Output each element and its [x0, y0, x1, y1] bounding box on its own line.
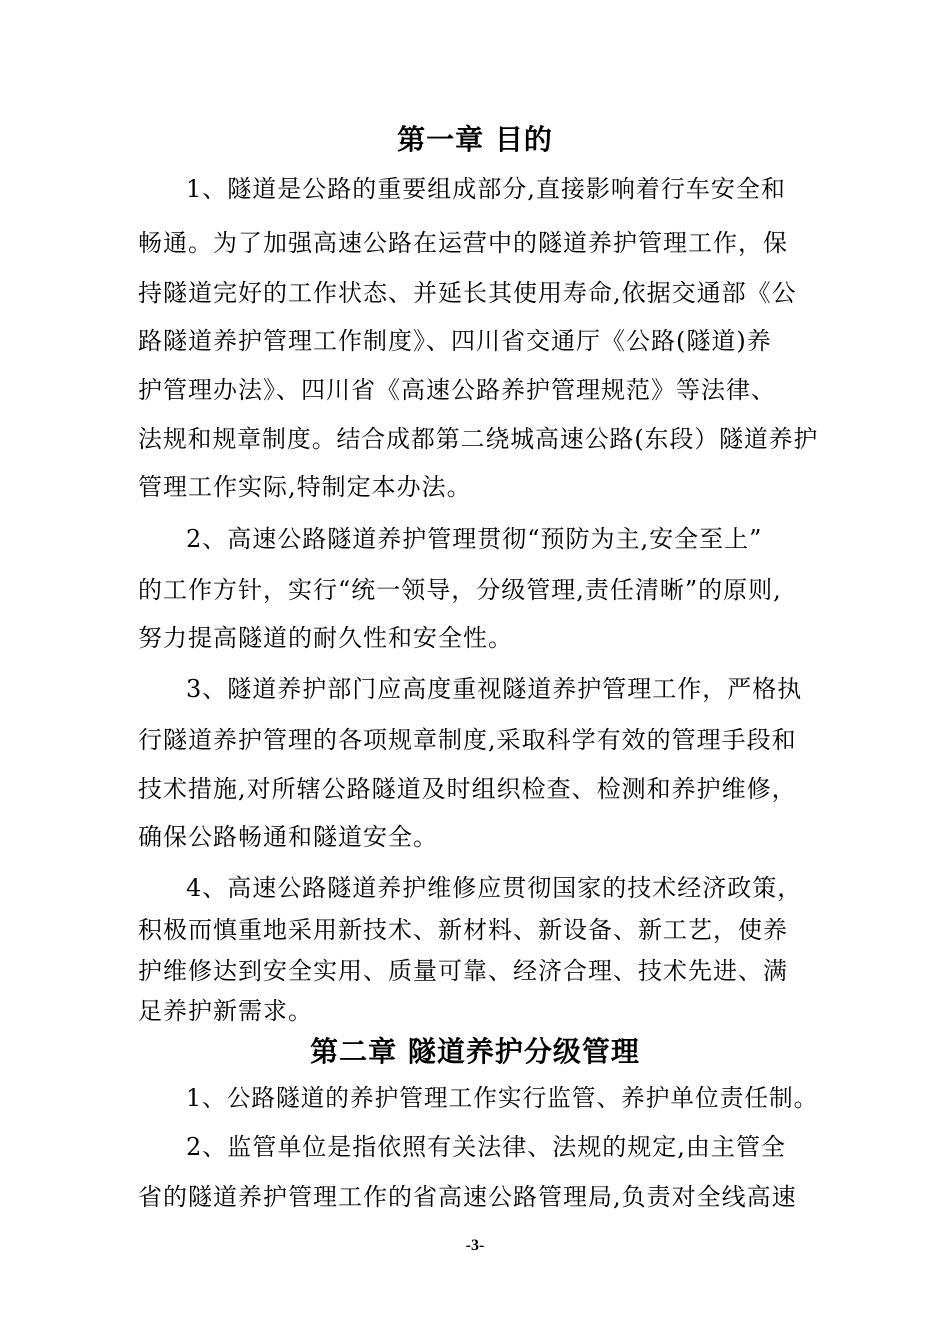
paragraph-line: 足养护新需求。 — [138, 997, 313, 1025]
paragraph-line: 1、隧道是公路的重要组成部分,直接影响着行车安全和 — [186, 175, 786, 203]
paragraph-line: 确保公路畅通和隧道安全。 — [138, 823, 438, 851]
chapter-1-title: 第一章 目的 — [397, 123, 553, 156]
page-number: -3- — [465, 1237, 485, 1254]
paragraph-line: 技术措施,对所辖公路隧道及时组织检查、检测和养护维修， — [138, 775, 797, 803]
paragraph-line: 1、公路隧道的养护管理工作实行监管、养护单位责任制。 — [186, 1084, 819, 1112]
paragraph-line: 省的隧道养护管理工作的省高速公路管理局,负责对全线高速 — [138, 1183, 797, 1211]
paragraph-line: 行隧道养护管理的各项规章制度,采取科学有效的管理手段和 — [138, 726, 797, 754]
paragraph-line: 的工作方针，实行“统一领导，分级管理,责任清晰”的原则, — [138, 576, 782, 604]
paragraph-line: 努力提高隧道的耐久性和安全性。 — [138, 624, 513, 652]
paragraph-line: 法规和规章制度。结合成都第二绕城高速公路(东段）隧道养护 — [138, 425, 819, 453]
paragraph-line: 护维修达到安全实用、质量可靠、经济合理、技术先进、满 — [138, 957, 788, 985]
paragraph-line: 管理工作实际,特制定本办法。 — [138, 473, 472, 501]
paragraph-line: 路隧道养护管理工作制度》、四川省交通厅《公路(隧道)养 — [138, 327, 772, 355]
paragraph-line: 2、监管单位是指依照有关法律、法规的规定,由主管全 — [186, 1133, 786, 1161]
paragraph-line: 3、隧道养护部门应高度重视隧道养护管理工作，严格执 — [186, 675, 803, 703]
paragraph-line: 4、高速公路隧道养护维修应贯彻国家的技术经济政策， — [186, 874, 803, 902]
paragraph-line: 持隧道完好的工作状态、并延长其使用寿命,依据交通部《公 — [138, 279, 797, 307]
paragraph-line: 畅通。为了加强高速公路在运营中的隧道养护管理工作，保 — [138, 229, 788, 257]
chapter-2-title: 第二章 隧道养护分级管理 — [310, 1035, 640, 1068]
paragraph-line: 积极而慎重地采用新技术、新材料、新设备、新工艺，使养 — [138, 916, 788, 944]
paragraph-line: 护管理办法》、四川省《高速公路养护管理规范》等法律、 — [138, 376, 776, 404]
paragraph-line: 2、高速公路隧道养护管理贯彻“预防为主,安全至上” — [186, 525, 763, 553]
